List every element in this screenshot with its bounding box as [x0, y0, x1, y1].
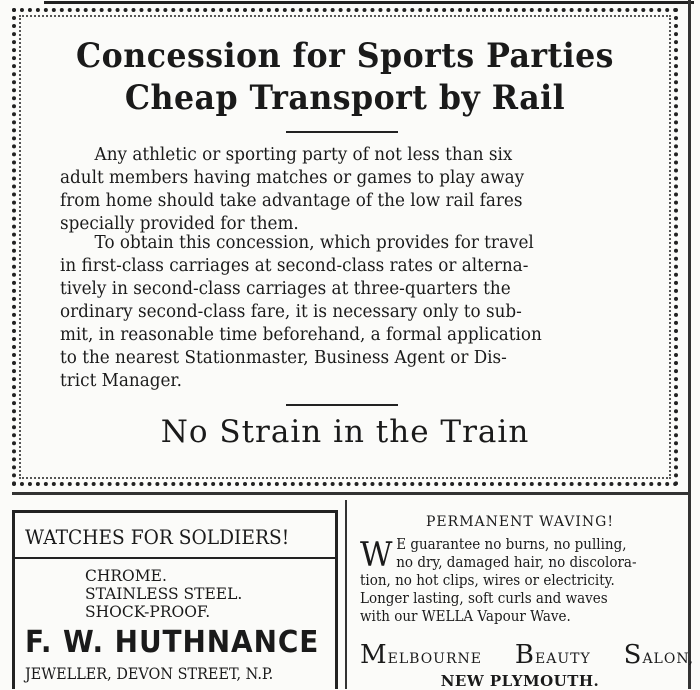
- salon-town: NEW PLYMOUTH.: [440, 672, 600, 690]
- watches-ad-rule: [15, 557, 335, 559]
- text-line: E guarantee no burns, no pulling,: [396, 537, 627, 553]
- text-line: mit, in reasonable time beforehand, a formal application: [60, 325, 542, 345]
- text-line: no dry, damaged hair, no discolora-: [396, 555, 637, 571]
- column-divider: [345, 500, 347, 689]
- top-rule: [44, 1, 694, 4]
- jeweller-address: JEWELLER, DEVON STREET, N.P.: [25, 665, 274, 683]
- notice-paragraph-1: [60, 144, 607, 236]
- watches-feature: STAINLESS STEEL.: [85, 585, 243, 603]
- text-line: in first-class carriages at second-class rates or alterna-: [60, 256, 529, 276]
- salon-initial: B: [514, 640, 535, 670]
- jeweller-name: F. W. HUTHNANCE: [25, 625, 320, 660]
- text-line: adult members having matches or games to play away: [60, 168, 525, 188]
- notice-headline-1: Concession for Sports Parties: [76, 36, 614, 76]
- slogan-rule: [286, 404, 398, 406]
- watches-feature: CHROME.: [85, 567, 167, 585]
- text-line: To obtain this concession, which provides for travel: [94, 233, 534, 253]
- text-line: to the nearest Stationmaster, Business Agent or Dis-: [60, 348, 507, 368]
- salon-advertisement: [352, 506, 695, 690]
- salon-word: ALON,: [642, 651, 695, 667]
- salon-ad-title: PERMANENT WAVING!: [426, 514, 614, 530]
- text-line: trict Manager.: [60, 371, 182, 391]
- watches-ad-title: WATCHES FOR SOLDIERS!: [25, 525, 290, 549]
- text-line: tion, no hot clips, wires or electricity.: [360, 573, 615, 589]
- text-line: Longer lasting, soft curls and waves: [360, 591, 608, 607]
- salon-word: EAUTY: [535, 651, 591, 667]
- text-line: tively in second-class carriages at three-quarters the: [60, 279, 511, 299]
- salon-name: [360, 640, 695, 670]
- text-line: with our WELLA Vapour Wave.: [360, 609, 571, 625]
- notice-headline-2: Cheap Transport by Rail: [124, 78, 566, 118]
- drop-cap: W: [360, 535, 393, 575]
- headline-rule: [286, 131, 398, 133]
- salon-ad-body: [360, 536, 667, 626]
- text-line: specially provided for them.: [60, 214, 299, 234]
- text-line: from home should take advantage of the low rail fares: [60, 191, 523, 211]
- text-line: Any athletic or sporting party of not less than six: [94, 145, 513, 165]
- notice-slogan: No Strain in the Train: [160, 414, 530, 450]
- section-divider: [12, 492, 688, 495]
- salon-initial: M: [360, 640, 388, 670]
- salon-word: ELBOURNE: [387, 651, 482, 667]
- watches-feature: SHOCK-PROOF.: [85, 603, 211, 621]
- column-edge-rule: [688, 0, 691, 689]
- text-line: ordinary second-class fare, it is necessary only to sub-: [60, 302, 522, 322]
- notice-paragraph-2: [60, 232, 607, 393]
- salon-initial: S: [623, 640, 643, 670]
- watches-advertisement: [12, 510, 338, 689]
